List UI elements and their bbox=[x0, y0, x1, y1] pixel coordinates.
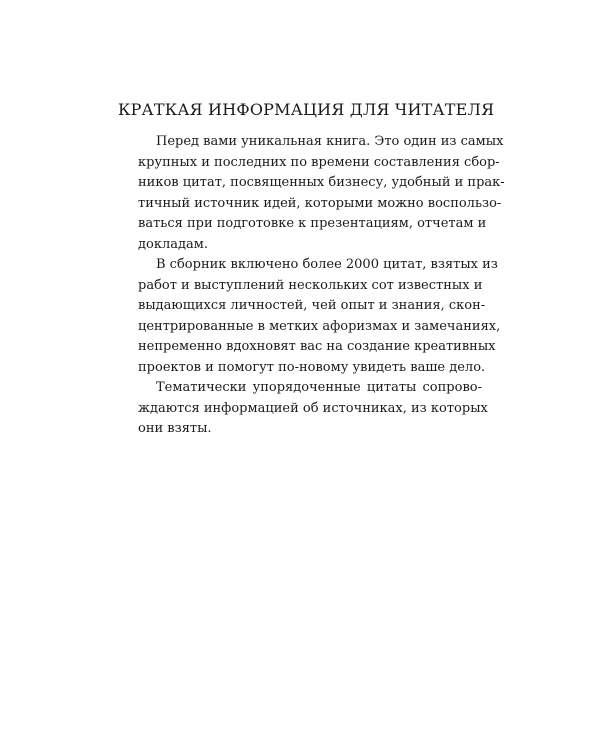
paragraph-line: работ и выступлений нескольких сот известных и bbox=[138, 277, 483, 293]
body-text bbox=[138, 132, 505, 440]
paragraph-1 bbox=[138, 132, 505, 255]
paragraph-line: Тематически упорядоченные цитаты сопрово- bbox=[156, 380, 482, 395]
paragraph-line: докладам. bbox=[138, 236, 208, 252]
paragraph-line: тичный источник идей, которыми можно воспользо- bbox=[138, 195, 502, 211]
paragraph-line: крупных и последних по времени составления сбор- bbox=[138, 154, 500, 170]
paragraph-line: ждаются информацией об источниках, из которых bbox=[138, 400, 488, 416]
paragraph-line: ваться при подготовке к презентациям, отчетам и bbox=[138, 216, 487, 231]
paragraph-3 bbox=[138, 378, 488, 440]
paragraph-line: центрированные в метких афоризмах и замечаниях, bbox=[138, 318, 501, 334]
paragraph-line: проектов и помогут по-новому увидеть ваше дело. bbox=[138, 359, 486, 375]
paragraph-line: В сборник включено более 2000 цитат, взятых из bbox=[156, 257, 498, 272]
paragraph-line: непременно вдохновят вас на создание креативных bbox=[138, 339, 496, 354]
paragraph-line: ников цитат, посвященных бизнесу, удобный и прак- bbox=[138, 175, 505, 190]
page-heading: КРАТКАЯ ИНФОРМАЦИЯ ДЛЯ ЧИТАТЕЛЯ bbox=[118, 100, 495, 119]
paragraph-line: выдающихся личностей, чей опыт и знания, скон- bbox=[138, 298, 486, 313]
paragraph-2 bbox=[138, 255, 501, 378]
paragraph-line: они взяты. bbox=[138, 421, 212, 436]
paragraph-line: Перед вами уникальная книга. Это один из самых bbox=[156, 134, 504, 149]
